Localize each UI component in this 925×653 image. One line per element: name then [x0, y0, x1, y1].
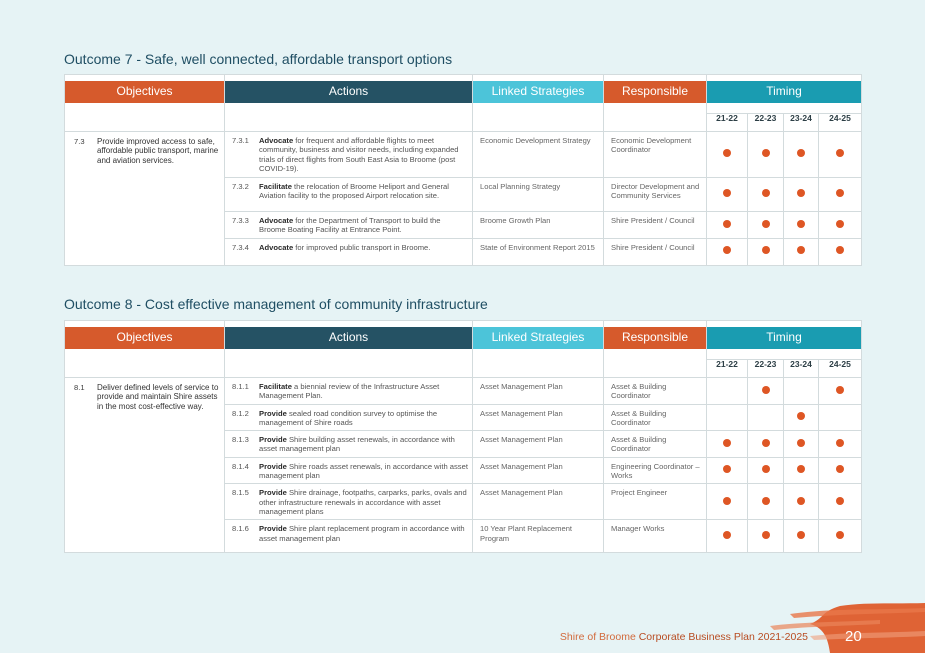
- action-cell: [225, 378, 473, 405]
- timing-cell-23-24: [784, 404, 819, 431]
- linked-strategy-cell: Broome Growth Plan: [473, 212, 604, 239]
- timing-dot: [797, 439, 805, 447]
- timing-cell-22-23: [748, 520, 784, 553]
- timing-dot: [723, 149, 731, 157]
- timing-dot: [836, 220, 844, 228]
- objective-number: 8.1: [74, 383, 85, 392]
- timing-cell-21-22: [707, 484, 748, 520]
- timing-dot: [836, 497, 844, 505]
- action-cell: [225, 178, 473, 212]
- timing-cell-24-25: [819, 378, 862, 405]
- timing-dot: [797, 149, 805, 157]
- timing-dot: [762, 386, 770, 394]
- action-description: Shire roads asset renewals, in accordance with asset management plan: [259, 461, 468, 481]
- action-verb: Facilitate: [259, 382, 292, 391]
- responsible-cell: Asset & Building Coordinator: [604, 404, 707, 431]
- action-verb: Advocate: [259, 216, 294, 225]
- linked-strategies-header: Linked Strategies: [473, 75, 604, 132]
- objectives-header: Objectives: [65, 321, 225, 378]
- timing-dot: [797, 220, 805, 228]
- responsible-cell: Economic Development Coordinator: [604, 132, 707, 178]
- action-cell: [225, 520, 473, 553]
- responsible-header: Responsible: [604, 75, 707, 132]
- action-number: 8.1.3: [232, 435, 249, 445]
- timing-dot: [836, 439, 844, 447]
- objective-number: 7.3: [74, 137, 85, 146]
- objective-cell: [65, 132, 225, 266]
- action-number: 8.1.4: [232, 461, 249, 471]
- footer-plan-name: Corporate Business Plan 2021-2025: [638, 631, 808, 643]
- outcome-8-title: Outcome 8 - Cost effective management of community infrastructure: [64, 296, 488, 312]
- timing-cell-24-25: [819, 457, 862, 484]
- timing-dot: [762, 465, 770, 473]
- responsible-cell: Engineering Coordinator – Works: [604, 457, 707, 484]
- linked-strategy-cell: Economic Development Strategy: [473, 132, 604, 178]
- year-22-23: 22-23: [748, 114, 784, 132]
- timing-dot: [762, 497, 770, 505]
- objective-text: Provide improved access to safe, affordable public transport, marine and aviation services.: [97, 137, 219, 165]
- action-verb: Provide: [259, 435, 287, 445]
- timing-cell-21-22: [707, 431, 748, 458]
- objective-text: Deliver defined levels of service to provide and maintain Shire assets in the most cost-effective way.: [97, 383, 219, 411]
- timing-cell-24-25: [819, 404, 862, 431]
- action-text: [259, 182, 468, 201]
- timing-cell-23-24: [784, 431, 819, 458]
- outcome-7-table: [64, 74, 862, 266]
- timing-dot: [762, 246, 770, 254]
- action-description: a biennial review of the Infrastructure Asset Management Plan.: [259, 382, 440, 401]
- timing-cell-24-25: [819, 212, 862, 239]
- action-description: Shire building asset renewals, in accordance with asset management plan: [259, 435, 455, 454]
- timing-cell-21-22: [707, 212, 748, 239]
- timing-cell-24-25: [819, 484, 862, 520]
- linked-strategy-cell: Asset Management Plan: [473, 404, 604, 431]
- brush-stroke-decoration: [770, 600, 925, 653]
- action-verb: Provide: [259, 461, 287, 471]
- action-number: 8.1.5: [232, 488, 249, 498]
- timing-dot: [836, 386, 844, 394]
- page-number: 20: [845, 628, 862, 645]
- action-cell: [225, 238, 473, 265]
- outcome-8-rows: [65, 378, 862, 553]
- action-cell: [225, 132, 473, 178]
- timing-header: Timing: [707, 75, 862, 114]
- action-cell: [225, 404, 473, 431]
- timing-dot: [836, 465, 844, 473]
- action-text: [259, 435, 468, 454]
- timing-cell-23-24: [784, 378, 819, 405]
- action-verb: Advocate: [259, 242, 294, 252]
- responsible-header: Responsible: [604, 321, 707, 378]
- action-number: 7.3.4: [232, 242, 249, 252]
- year-23-24: 23-24: [784, 360, 819, 378]
- footer-title: [560, 631, 808, 643]
- timing-dot: [797, 189, 805, 197]
- timing-dot: [836, 149, 844, 157]
- action-verb: Facilitate: [259, 182, 292, 191]
- timing-dot: [836, 531, 844, 539]
- action-verb: Provide: [259, 524, 287, 534]
- timing-cell-24-25: [819, 238, 862, 265]
- timing-cell-23-24: [784, 212, 819, 239]
- action-text: [259, 243, 430, 252]
- responsible-cell: Shire President / Council: [604, 212, 707, 239]
- timing-cell-24-25: [819, 431, 862, 458]
- timing-cell-21-22: [707, 378, 748, 405]
- timing-cell-23-24: [784, 457, 819, 484]
- timing-dot: [762, 531, 770, 539]
- action-text: [259, 409, 468, 428]
- action-text: [259, 136, 468, 173]
- action-verb: Provide: [259, 408, 287, 418]
- footer-prefix: Shire of Broome: [559, 631, 639, 643]
- timing-cell-22-23: [748, 178, 784, 212]
- timing-cell-22-23: [748, 378, 784, 405]
- action-number: 8.1.6: [232, 524, 249, 534]
- timing-cell-22-23: [748, 404, 784, 431]
- timing-cell-22-23: [748, 484, 784, 520]
- timing-cell-21-22: [707, 457, 748, 484]
- objectives-header: Objectives: [65, 75, 225, 132]
- timing-dot: [723, 189, 731, 197]
- year-22-23: 22-23: [748, 360, 784, 378]
- timing-cell-22-23: [748, 431, 784, 458]
- outcome-7-rows: [65, 132, 862, 266]
- linked-strategy-cell: State of Environment Report 2015: [473, 238, 604, 265]
- responsible-cell: Manager Works: [604, 520, 707, 553]
- timing-cell-21-22: [707, 404, 748, 431]
- timing-cell-22-23: [748, 457, 784, 484]
- timing-cell-23-24: [784, 520, 819, 553]
- timing-cell-21-22: [707, 178, 748, 212]
- table-row: [65, 132, 862, 178]
- timing-dot: [762, 149, 770, 157]
- timing-dot: [762, 439, 770, 447]
- outcome-7-title: Outcome 7 - Safe, well connected, affordable transport options: [64, 51, 453, 67]
- outcome-8-table: [64, 320, 862, 553]
- timing-cell-22-23: [748, 132, 784, 178]
- responsible-cell: Asset & Building Coordinator: [604, 378, 707, 405]
- linked-strategy-cell: Local Planning Strategy: [473, 178, 604, 212]
- action-verb: Provide: [259, 488, 287, 498]
- timing-cell-23-24: [784, 178, 819, 212]
- timing-dot: [797, 497, 805, 505]
- responsible-cell: Asset & Building Coordinator: [604, 431, 707, 458]
- linked-strategy-cell: Asset Management Plan: [473, 431, 604, 458]
- table-row: [65, 378, 862, 405]
- action-text: [259, 462, 468, 481]
- action-description: sealed road condition survey to optimise the management of Shire roads: [259, 408, 438, 427]
- action-description: Shire drainage, footpaths, carparks, parks, ovals and other infrastructure renewals in accordance with asset management plans: [259, 488, 467, 516]
- timing-header: Timing: [707, 321, 862, 360]
- timing-dot: [836, 246, 844, 254]
- timing-dot: [723, 465, 731, 473]
- timing-cell-24-25: [819, 132, 862, 178]
- linked-strategies-header: Linked Strategies: [473, 321, 604, 378]
- actions-header: Actions: [225, 321, 473, 378]
- action-number: 7.3.3: [232, 216, 249, 225]
- timing-cell-21-22: [707, 238, 748, 265]
- timing-cell-22-23: [748, 212, 784, 239]
- action-description: the relocation of Broome Heliport and General Aviation facility to the proposed Airport relocation site.: [259, 182, 449, 201]
- action-description: for improved public transport in Broome.: [293, 242, 431, 252]
- timing-dot: [723, 220, 731, 228]
- action-description: for frequent and affordable flights to meet community, business and visitor needs, including expanded trials of direct flights from South East Asia to Broome (post COVID-19).: [259, 136, 459, 173]
- timing-dot: [797, 531, 805, 539]
- timing-cell-23-24: [784, 132, 819, 178]
- linked-strategy-cell: Asset Management Plan: [473, 484, 604, 520]
- timing-dot: [762, 220, 770, 228]
- timing-cell-23-24: [784, 484, 819, 520]
- timing-dot: [797, 412, 805, 420]
- timing-cell-24-25: [819, 178, 862, 212]
- action-text: [259, 524, 468, 543]
- action-cell: [225, 212, 473, 239]
- responsible-cell: Director Development and Community Services: [604, 178, 707, 212]
- responsible-cell: Shire President / Council: [604, 238, 707, 265]
- year-24-25: 24-25: [819, 360, 862, 378]
- year-23-24: 23-24: [784, 114, 819, 132]
- year-21-22: 21-22: [707, 114, 748, 132]
- timing-cell-21-22: [707, 520, 748, 553]
- year-21-22: 21-22: [707, 360, 748, 378]
- timing-cell-22-23: [748, 238, 784, 265]
- actions-header: Actions: [225, 75, 473, 132]
- timing-cell-21-22: [707, 132, 748, 178]
- action-cell: [225, 457, 473, 484]
- linked-strategy-cell: 10 Year Plant Replacement Program: [473, 520, 604, 553]
- action-cell: [225, 431, 473, 458]
- objective-cell: [65, 378, 225, 553]
- action-description: for the Department of Transport to build the Broome Boating Facility at Entrance Point.: [259, 216, 441, 235]
- action-verb: Advocate: [259, 136, 294, 145]
- year-24-25: 24-25: [819, 114, 862, 132]
- action-number: 8.1.1: [232, 382, 249, 391]
- timing-dot: [762, 189, 770, 197]
- timing-dot: [723, 497, 731, 505]
- linked-strategy-cell: Asset Management Plan: [473, 378, 604, 405]
- timing-dot: [797, 465, 805, 473]
- action-text: [259, 216, 468, 235]
- action-text: [259, 382, 468, 401]
- timing-dot: [836, 189, 844, 197]
- linked-strategy-cell: Asset Management Plan: [473, 457, 604, 484]
- action-number: 8.1.2: [232, 408, 249, 418]
- timing-dot: [723, 439, 731, 447]
- action-number: 7.3.1: [232, 136, 249, 145]
- action-description: Shire plant replacement program in accordance with asset management plan: [259, 524, 465, 543]
- action-cell: [225, 484, 473, 520]
- timing-dot: [723, 531, 731, 539]
- responsible-cell: Project Engineer: [604, 484, 707, 520]
- timing-dot: [723, 246, 731, 254]
- timing-dot: [797, 246, 805, 254]
- timing-cell-23-24: [784, 238, 819, 265]
- action-number: 7.3.2: [232, 182, 249, 191]
- timing-cell-24-25: [819, 520, 862, 553]
- action-text: [259, 488, 468, 516]
